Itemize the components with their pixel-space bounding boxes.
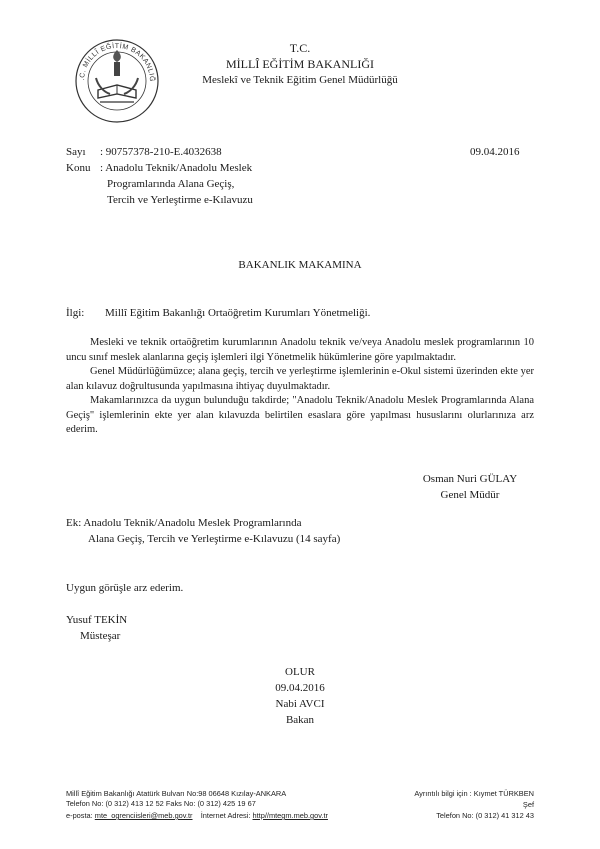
konu-line-2: Programlarında Alana Geçiş, bbox=[107, 178, 235, 190]
header-ministry: MİLLÎ EĞİTİM BAKANLIĞI bbox=[226, 57, 374, 71]
signer-title: Genel Müdür bbox=[440, 489, 500, 501]
footer-web-label: İnternet Adresi: bbox=[200, 811, 251, 820]
footer-contact-line bbox=[66, 811, 328, 821]
footer-phone-fax: Telefon No: (0 312) 413 12 52 Faks No: (0 312) 425 19 67 bbox=[66, 799, 256, 808]
document-date: 09.04.2016 bbox=[470, 146, 520, 158]
ministry-seal bbox=[74, 38, 160, 124]
sayi-label: Sayı bbox=[66, 146, 86, 158]
body-paragraph-2: Genel Müdürlüğümüzce; alana geçiş, tercih ve yerleştirme işlemlerinin e-Okul sistemi üzerinden ekte yer alan kılavuz doğrultusunda yapılmasına ihtiyaç duyulmaktadır. bbox=[66, 366, 534, 392]
ilgi-text: Millî Eğitim Bakanlığı Ortaöğretim Kurumları Yönetmeliği. bbox=[105, 307, 371, 319]
footer-contact-info: Ayrıntılı bilgi için : Kıymet TÜRKBEN bbox=[414, 789, 534, 798]
body-paragraph-3: Makamlarınızca da uygun bulunduğu takdirde; "Anadolu Teknik/Anadolu Meslek Programlarında Alana Geçiş" işlemlerinin ekte yer alan kılavuzda belirtilen esaslara göre yapılması hususlarını olurlarınıza arz ederim. bbox=[66, 395, 534, 435]
attachment-line-2: Alana Geçiş, Tercih ve Yerleştirme e-Kılavuzu (14 sayfa) bbox=[88, 533, 341, 545]
footer-email-link[interactable]: mte_ogrenciisleri@meb.gov.tr bbox=[94, 811, 193, 820]
attachment-line-1: Ek: Anadolu Teknik/Anadolu Meslek Programlarında bbox=[66, 517, 302, 529]
footer-address: Millî Eğitim Bakanlığı Atatürk Bulvarı No:98 06648 Kızılay-ANKARA bbox=[66, 789, 287, 798]
footer-contact-phone: Telefon No: (0 312) 41 312 43 bbox=[436, 811, 534, 820]
header-directorate: Meslekî ve Teknik Eğitim Genel Müdürlüğü bbox=[202, 74, 398, 86]
konu-label: Konu bbox=[66, 162, 91, 174]
undersecretary-name: Yusuf TEKİN bbox=[66, 614, 128, 626]
approval-olur: OLUR bbox=[285, 666, 315, 678]
opinion-text: Uygun görüşle arz ederim. bbox=[66, 582, 184, 594]
undersecretary-title: Müsteşar bbox=[80, 630, 121, 642]
header-tc: T.C. bbox=[289, 41, 311, 55]
sayi-value: : 90757378-210-E.4032638 bbox=[100, 146, 222, 158]
ministry-seal-icon bbox=[74, 38, 160, 124]
footer-email-label: e-posta: bbox=[66, 811, 93, 820]
addressee: BAKANLIK MAKAMINA bbox=[238, 259, 362, 271]
approval-date: 09.04.2016 bbox=[275, 682, 325, 694]
konu-line-3: Tercih ve Yerleştirme e-Kılavuzu bbox=[107, 194, 253, 206]
body-paragraph-1: Mesleki ve teknik ortaöğretim kurumlarının Anadolu teknik ve/veya Anadolu meslek programlarının 10 uncu sınıf meslek alanlarına geçiş işlemleri ilgi Yönetmelik hükümlerine göre yapılmaktadır. bbox=[66, 337, 534, 363]
svg-text:T.C. MİLLÎ EĞİTİM BAKANLIĞI: .C. MİLLÎ EĞİTİM BAKANLIĞ bbox=[78, 42, 156, 83]
konu-line-1: : Anadolu Teknik/Anadolu Meslek bbox=[100, 162, 253, 174]
footer-web-link[interactable]: http//mtegm.meb.gov.tr bbox=[252, 811, 328, 820]
body-text bbox=[66, 336, 534, 438]
approval-title: Bakan bbox=[285, 714, 315, 726]
footer-contact-title: Şef bbox=[522, 800, 534, 809]
signer-name: Osman Nuri GÜLAY bbox=[422, 473, 518, 485]
ilgi-label: İlgi: bbox=[66, 307, 85, 319]
approval-name: Nabi AVCI bbox=[275, 698, 325, 710]
